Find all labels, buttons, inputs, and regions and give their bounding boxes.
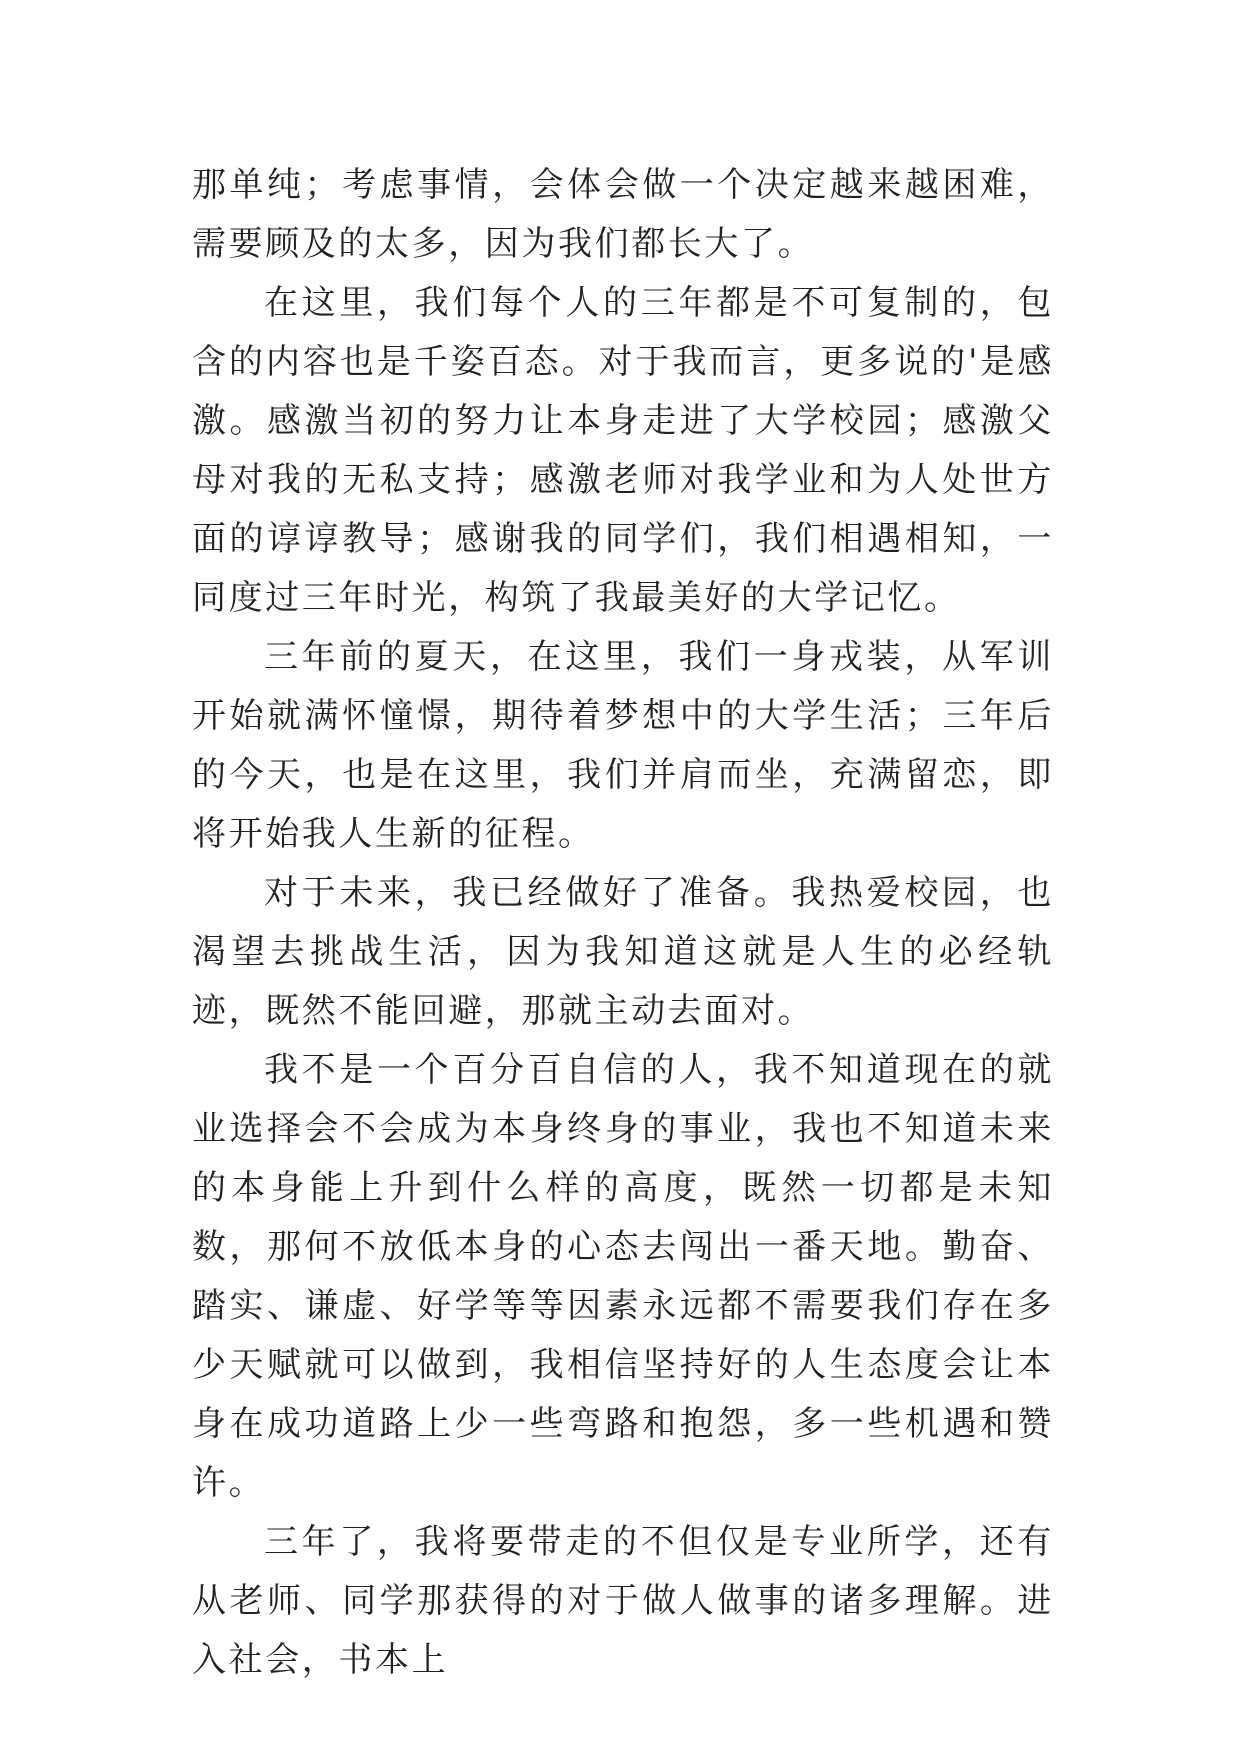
paragraph-6: 三年了，我将要带走的不但仅是专业所学，还有从老师、同学那获得的对于做人做事的诸多理解。进入社会，书本上 bbox=[192, 1522, 1054, 1680]
paragraph-4: 对于未来，我已经做好了准备。我热爱校园，也渴望去挑战生活，因为我知道这就是人生的必经轨迹，既然不能回避，那就主动去面对。 bbox=[192, 873, 1054, 1031]
paragraph-2: 在这里，我们每个人的三年都是不可复制的，包含的内容也是千姿百态。对于我而言，更多说的'是感激。感激当初的努力让本身走进了大学校园；感激父母对我的无私支持；感激老师对我学业和为人处世方面的谆谆教导；感谢我的同学们，我们相遇相知，一同度过三年时光，构筑了我最美好的大学记忆。 bbox=[192, 283, 1054, 618]
paragraph-5: 我不是一个百分百自信的人，我不知道现在的就业选择会不会成为本身终身的事业，我也不知道未来的本身能上升到什么样的高度，既然一切都是未知数，那何不放低本身的心态去闯出一番天地。勤奋、踏实、谦虚、好学等等因素永远都不需要我们存在多少天赋就可以做到，我相信坚持好的人生态度会让本身在成功道路上少一些弯路和抱怨，多一些机遇和赞许。 bbox=[192, 1050, 1054, 1503]
paragraph-3: 三年前的夏天，在这里，我们一身戎装，从军训开始就满怀憧憬，期待着梦想中的大学生活；三年后的今天，也是在这里，我们并肩而坐，充满留恋，即将开始我人生新的征程。 bbox=[192, 637, 1054, 854]
document-page bbox=[192, 156, 1054, 1690]
paragraph-1: 那单纯；考虑事情，会体会做一个决定越来越困难，需要顾及的太多，因为我们都长大了。 bbox=[192, 165, 1054, 264]
